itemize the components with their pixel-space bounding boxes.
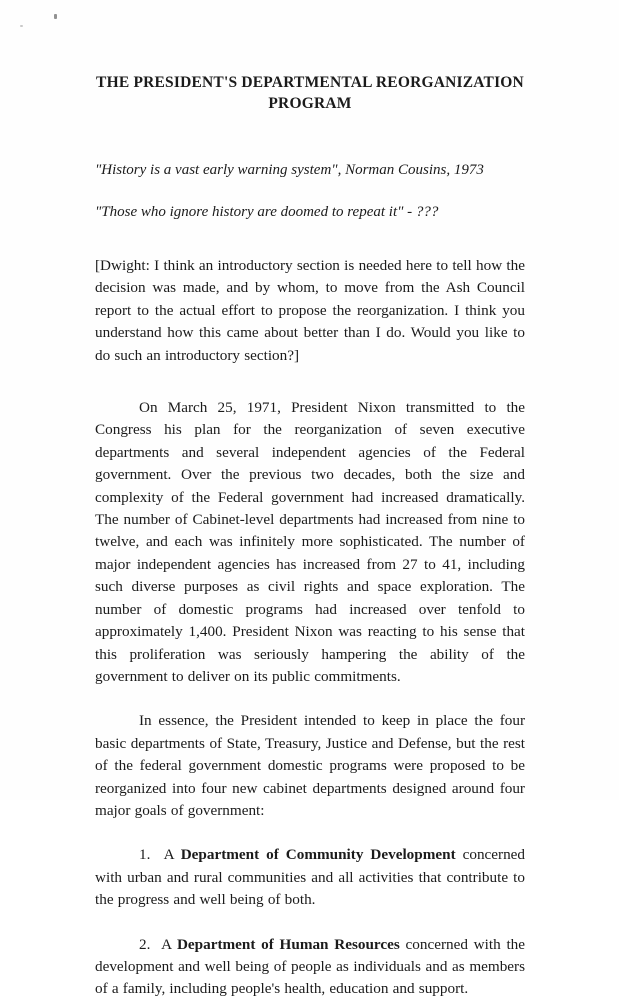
- numbered-item-2: [95, 934, 525, 1001]
- numbered-item-2-gap: [150, 936, 161, 953]
- epigraph-quote-2: "Those who ignore history are doomed to repeat it" - ???: [95, 204, 439, 220]
- numbered-item-2-department: Department of Human Resources: [176, 935, 400, 953]
- numbered-item-1-gap: [150, 846, 163, 863]
- numbered-item-1-department: Department of Community Development: [180, 846, 456, 864]
- epigraph-quote-1: "History is a vast early warning system", Norman Cousins, 1973: [95, 162, 484, 178]
- numbered-item-1: [95, 844, 525, 911]
- numbered-item-2-rest: concerned with the development and well being of people as individuals and as members of a family, including people's health, education and support.: [95, 935, 525, 998]
- document-text-column: [95, 0, 525, 1001]
- numbered-item-1-rest: concerned with urban and rural communities and all activities that contribute to the progress and well being of both.: [95, 846, 526, 909]
- page-title: THE PRESIDENT'S DEPARTMENTAL REORGANIZATION PROGRAM: [96, 74, 524, 112]
- body-paragraph-1: On March 25, 1971, President Nixon transmitted to the Congress his plan for the reorganization of seven executive departments and several independent agencies of the Federal government. Over the previous two decades, both the size and complexity of the Federal government had increased dramatically. The number of Cabinet-level departments had increased from nine to twelve, and each was infinitely more sophisticated. The number of major independent agencies has increased from 27 to 41, including such diverse purposes as civil rights and space exploration. The number of domestic programs had increased over tenfold to approximately 1,400. President Nixon was reacting to his sense that this proliferation was seriously hampering the ability of the government to deliver on its public commitments.: [95, 399, 525, 685]
- numbered-item-2-number: 2.: [139, 935, 151, 953]
- editorial-note: [Dwight: I think an introductory section is needed here to tell how the decision was made, and by whom, to move from the Ash Council report to the actual effort to propose the reorganization. I think you understand how this came about better than I do. Would you like to do such an introductory section?]: [95, 257, 525, 364]
- numbered-item-1-lead: A: [163, 846, 181, 864]
- numbered-item-1-number: 1.: [139, 846, 151, 864]
- scan-artifact-speck-secondary: [20, 25, 23, 27]
- numbered-item-2-lead: A: [161, 935, 177, 953]
- body-paragraph-2: In essence, the President intended to keep in place the four basic departments of State, Treasury, Justice and Defense, but the rest of the federal government domestic programs were proposed to be reorganized into four new cabinet departments designed around four major goals of government:: [95, 712, 525, 819]
- scan-artifact-speck: [54, 14, 57, 19]
